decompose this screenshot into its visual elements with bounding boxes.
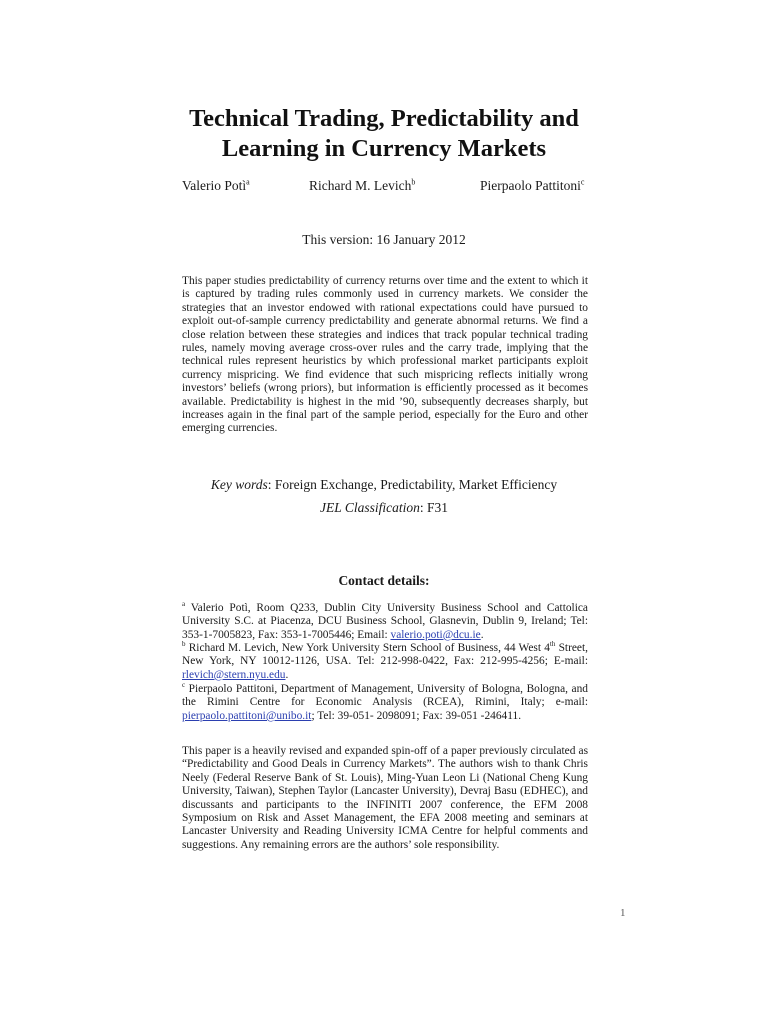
author-poti: Valerio Potì$^a$: [182, 177, 250, 193]
contact-entry-poti: $^a$ Valerio Potì, Room Q233, Dublin City University Business School and Cattolica University S.C. at Piacenza, DCU Business School, Glasnevin, Dublin 9, Ireland; Tel: 353-1-7005823, Fax: 353-1-7005446; Email: valerio.poti@dcu.ie.: [182, 600, 588, 641]
paper-title: Technical Trading, Predictability and Learning in Currency Markets: [189, 105, 579, 163]
page-number: 1: [620, 907, 626, 919]
contact-entry-levich: $^b$ Richard M. Levich, New York University Stern School of Business, 44 West 4th Street, New York, NY 10012-1126, USA. Tel: 212-998-0422, Fax: 212-995-4256; E-mail: rlevich@stern.nyu.edu.: [182, 640, 588, 681]
author-pattitoni: Pierpaolo Pattitoni$^c$: [480, 177, 585, 193]
email-link-levich[interactable]: rlevich@stern.nyu.edu: [182, 668, 286, 681]
jel-value: F31: [427, 500, 449, 515]
version-date: This version: 16 January 2012: [302, 232, 466, 247]
jel-classification: JEL Classification: F31: [319, 500, 449, 515]
affiliation-mark: a: [246, 177, 250, 187]
contact-entry-pattitoni: $^c$ Pierpaolo Pattitoni, Department of Management, University of Bologna, Bologna, and the Rimini Centre for Economic Analysis (RCEA), Rimini, Italy; e-mail: pierpaolo.pattitoni@unibo.it; Tel: 39-051- 2098091; Fax: 39-051 -246411.: [182, 681, 588, 722]
affiliation-mark: b: [411, 177, 416, 187]
contact-heading: Contact details:: [338, 573, 430, 588]
affiliation-mark: c: [580, 177, 585, 187]
email-link-poti[interactable]: valerio.poti@dcu.ie: [390, 628, 481, 641]
jel-label: JEL Classification: [319, 500, 420, 515]
abstract: This paper studies predictability of currency returns over time and the extent to which it is captured by trading rules commonly used in currency markets. We consider the strategies that an investor endowed with rational expectations could have pursued to exploit out-of-sample currency predictability and generate abnormal returns. We find a close relation between these strategies and indices that track popular technical trading rules, namely moving average cross-over rules and the carry trade, implying that the technical rules represent heuristics by which professional market participants exploit currency mispricing. We find evidence that such mispricing reflects initially wrong investors’ beliefs (wrong priors), but information is efficiently processed as it becomes available. Predictability is highest in the mid ’90, subsequently decreases sharply, but increases again in the final part of the sample period, especially for the Euro and other emerging currencies.: [182, 275, 588, 435]
keywords-value: Foreign Exchange, Predictability, Market Efficiency: [274, 477, 558, 492]
author-levich: Richard M. Levich$^b$: [309, 177, 416, 193]
email-link-pattitoni[interactable]: pierpaolo.pattitoni@unibo.it: [182, 709, 312, 722]
acknowledgement: This paper is a heavily revised and expanded spin-off of a paper previously circulated as “Predictability and Good Deals in Currency Markets”. The authors wish to thank Chris Neely (Federal Reserve Bank of St. Louis), Ming-Yuan Leon Li (National Cheng Kung University, Taiwan), Stephen Taylor (Lancaster University), Devraj Basu (EDHEC), and discussants and participants to the INFINITI 2007 conference, the EFM 2008 Symposium on Risk and Asset Management, the EFA 2008 meeting and seminars at Lancaster University and Reading University ICMA Centre for helpful comments and suggestions. Any remaining errors are the authors’ sole responsibility.: [182, 745, 588, 851]
keywords: Key words: Foreign Exchange, Predictability, Market Efficiency: [210, 477, 558, 492]
keywords-label: Key words: [210, 477, 268, 492]
